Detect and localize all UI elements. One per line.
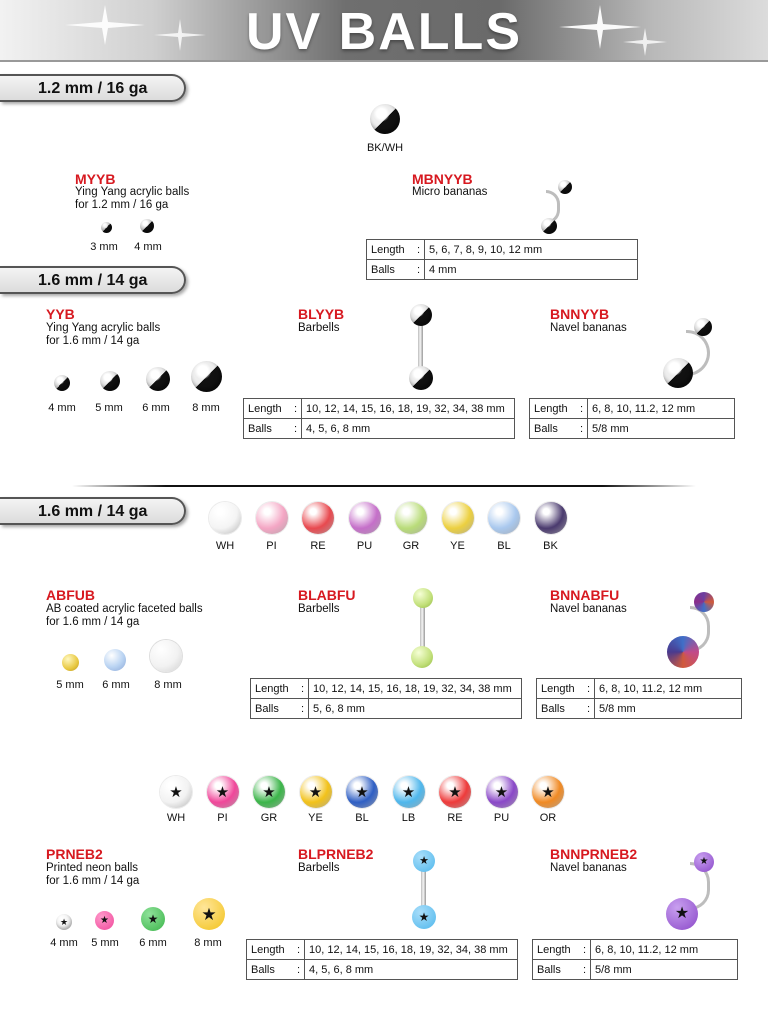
size-label: 8 mm bbox=[154, 679, 182, 691]
length-key: Length bbox=[541, 682, 575, 695]
star-ball: ★ bbox=[412, 905, 436, 929]
product-desc: Barbells bbox=[298, 862, 340, 874]
star-ball: ★ bbox=[413, 850, 435, 872]
color-swatch-ball: ★ bbox=[439, 776, 471, 808]
color-swatch-ball: ★ bbox=[486, 776, 518, 808]
length-value: 10, 12, 14, 15, 16, 18, 19, 32, 34, 38 mm bbox=[302, 399, 515, 419]
star-ball: ★ bbox=[193, 898, 225, 930]
spec-table: Length : 6, 8, 10, 11.2, 12 mm Balls : 5/8 mm bbox=[532, 939, 738, 980]
product-desc: Navel bananas bbox=[550, 603, 627, 615]
size-label: 4 mm bbox=[134, 241, 162, 253]
page-header bbox=[0, 0, 768, 60]
product-code: BNNYYB bbox=[550, 306, 610, 322]
spec-table: Length : 6, 8, 10, 11.2, 12 mm Balls : 5/8 mm bbox=[536, 678, 742, 719]
star-ball: ★ bbox=[141, 907, 165, 931]
product-desc: AB coated acrylic faceted balls bbox=[46, 603, 203, 615]
size-label: 6 mm bbox=[139, 937, 167, 949]
tab-label: 1.6 mm / 14 ga bbox=[38, 503, 148, 520]
color-code-label: PU bbox=[493, 812, 510, 824]
star-ball: ★ bbox=[95, 911, 114, 930]
balls-value: 4, 5, 6, 8 mm bbox=[302, 419, 515, 439]
balls-key: Balls bbox=[534, 422, 558, 435]
faceted-ball bbox=[62, 654, 79, 671]
color-swatch-ball: ★ bbox=[207, 776, 239, 808]
length-key: Length bbox=[371, 243, 405, 256]
balls-value: 5, 6, 8 mm bbox=[309, 699, 522, 719]
length-value: 10, 12, 14, 15, 16, 18, 19, 32, 34, 38 mm bbox=[305, 940, 518, 960]
color-code-label: LB bbox=[401, 812, 416, 824]
product-desc: Navel bananas bbox=[550, 322, 627, 334]
section-tab-2 bbox=[0, 266, 186, 294]
balls-key: Balls bbox=[255, 702, 279, 715]
spec-table: Length : 10, 12, 14, 15, 16, 18, 19, 32, 34, 38 mm Balls : 4, 5, 6, 8 mm bbox=[243, 398, 515, 439]
yin-yang-ball bbox=[558, 180, 572, 194]
size-label: 3 mm bbox=[90, 241, 118, 253]
length-key: Length bbox=[537, 943, 571, 956]
size-label: 8 mm bbox=[192, 402, 220, 414]
product-desc: Navel bananas bbox=[550, 862, 627, 874]
length-value: 6, 8, 10, 11.2, 12 mm bbox=[591, 940, 738, 960]
yin-yang-ball bbox=[409, 366, 433, 390]
color-swatch-ball: ★ bbox=[160, 776, 192, 808]
faceted-ball bbox=[694, 592, 714, 612]
color-swatch-ball: ★ bbox=[300, 776, 332, 808]
size-label: 6 mm bbox=[142, 402, 170, 414]
color-code-label: GR bbox=[260, 812, 278, 824]
yin-yang-ball bbox=[541, 218, 557, 234]
tab-label: 1.6 mm / 14 ga bbox=[38, 272, 148, 289]
size-label: 5 mm bbox=[95, 402, 123, 414]
yin-yang-ball bbox=[100, 371, 120, 391]
color-swatch-ball bbox=[256, 502, 288, 534]
length-value: 5, 6, 7, 8, 9, 10, 12 mm bbox=[425, 240, 638, 260]
size-label: 5 mm bbox=[91, 937, 119, 949]
color-code-label: OR bbox=[539, 812, 557, 824]
size-label: 6 mm bbox=[102, 679, 130, 691]
page-title: UV BALLS bbox=[246, 3, 522, 60]
balls-key: Balls bbox=[248, 422, 272, 435]
yin-yang-ball bbox=[694, 318, 712, 336]
color-swatch-ball bbox=[349, 502, 381, 534]
product-code: BLYYB bbox=[298, 306, 345, 322]
color-code-label: WH bbox=[215, 540, 235, 552]
color-code-label: PI bbox=[266, 540, 277, 552]
color-swatch-ball bbox=[535, 502, 567, 534]
product-code: BLPRNEB2 bbox=[298, 846, 374, 862]
balls-value: 5/8 mm bbox=[595, 699, 742, 719]
color-code-label: RE bbox=[447, 812, 463, 824]
size-label: 5 mm bbox=[56, 679, 84, 691]
tab-label: 1.2 mm / 16 ga bbox=[38, 80, 148, 97]
star-ball: ★ bbox=[56, 914, 72, 930]
length-key: Length bbox=[248, 402, 282, 415]
balls-key: Balls bbox=[371, 263, 395, 276]
color-swatch-ball bbox=[302, 502, 334, 534]
color-code-label: PU bbox=[356, 540, 373, 552]
color-code-label: BL bbox=[355, 812, 369, 824]
product-code: BLABFU bbox=[298, 587, 356, 603]
section-tab-1 bbox=[0, 74, 186, 102]
product-desc: Ying Yang acrylic balls bbox=[75, 186, 190, 198]
length-key: Length bbox=[255, 682, 289, 695]
color-swatch-ball bbox=[442, 502, 474, 534]
color-code-label: BK bbox=[543, 540, 558, 552]
color-swatch-ball bbox=[395, 502, 427, 534]
product-desc: for 1.6 mm / 14 ga bbox=[46, 335, 140, 347]
product-code: MBNYYB bbox=[412, 171, 473, 187]
product-desc: Micro bananas bbox=[412, 186, 488, 198]
product-desc: Ying Yang acrylic balls bbox=[46, 322, 161, 334]
product-desc: Barbells bbox=[298, 322, 340, 334]
size-label: 4 mm bbox=[50, 937, 78, 949]
yin-yang-ball bbox=[146, 367, 170, 391]
balls-key: Balls bbox=[537, 963, 561, 976]
faceted-ball bbox=[104, 649, 126, 671]
product-desc: Barbells bbox=[298, 603, 340, 615]
yin-yang-ball bbox=[140, 219, 154, 233]
length-value: 10, 12, 14, 15, 16, 18, 19, 32, 34, 38 mm bbox=[309, 679, 522, 699]
length-value: 6, 8, 10, 11.2, 12 mm bbox=[588, 399, 735, 419]
color-code-label: YE bbox=[308, 812, 323, 824]
spec-table: Length : 5, 6, 7, 8, 9, 10, 12 mm Balls : 4 mm bbox=[366, 239, 638, 280]
balls-value: 5/8 mm bbox=[588, 419, 735, 439]
color-code-label: WH bbox=[166, 812, 186, 824]
balls-value: 4 mm bbox=[425, 260, 638, 280]
length-key: Length bbox=[534, 402, 568, 415]
product-code: MYYB bbox=[75, 171, 116, 187]
yin-yang-ball bbox=[410, 304, 432, 326]
star-ball: ★ bbox=[694, 852, 714, 872]
yin-yang-ball bbox=[191, 361, 222, 392]
balls-value: 5/8 mm bbox=[591, 960, 738, 980]
product-desc: for 1.2 mm / 16 ga bbox=[75, 199, 169, 211]
faceted-ball bbox=[667, 636, 699, 668]
product-desc: Printed neon balls bbox=[46, 862, 139, 874]
product-desc: for 1.6 mm / 14 ga bbox=[46, 616, 140, 628]
color-code-label: GR bbox=[402, 540, 420, 552]
header-rule bbox=[0, 60, 768, 62]
faceted-ball bbox=[413, 588, 433, 608]
product-code: BNNABFU bbox=[550, 587, 620, 603]
length-key: Length bbox=[251, 943, 285, 956]
spec-table: Length : 6, 8, 10, 11.2, 12 mm Balls : 5/8 mm bbox=[529, 398, 735, 439]
color-code-label: PI bbox=[217, 812, 228, 824]
product-code: YYB bbox=[46, 306, 75, 322]
yin-yang-ball bbox=[370, 104, 400, 134]
color-swatch-ball bbox=[209, 502, 241, 534]
color-code-label: YE bbox=[450, 540, 465, 552]
spec-table: Length : 10, 12, 14, 15, 16, 18, 19, 32, 34, 38 mm Balls : 4, 5, 6, 8 mm bbox=[246, 939, 518, 980]
faceted-ball bbox=[411, 646, 433, 668]
swatch-label: BK/WH bbox=[366, 142, 404, 154]
size-label: 8 mm bbox=[194, 937, 222, 949]
product-code: ABFUB bbox=[46, 587, 95, 603]
section-divider bbox=[72, 485, 696, 487]
balls-value: 4, 5, 6, 8 mm bbox=[305, 960, 518, 980]
balls-key: Balls bbox=[541, 702, 565, 715]
color-code-label: RE bbox=[310, 540, 326, 552]
product-desc: for 1.6 mm / 14 ga bbox=[46, 875, 140, 887]
balls-key: Balls bbox=[251, 963, 275, 976]
yin-yang-ball bbox=[101, 222, 112, 233]
yin-yang-ball bbox=[663, 358, 693, 388]
color-swatch-ball: ★ bbox=[532, 776, 564, 808]
color-swatch-ball: ★ bbox=[253, 776, 285, 808]
color-swatch-ball: ★ bbox=[346, 776, 378, 808]
spec-table: Length : 10, 12, 14, 15, 16, 18, 19, 32, 34, 38 mm Balls : 5, 6, 8 mm bbox=[250, 678, 522, 719]
color-swatch-ball bbox=[488, 502, 520, 534]
section-tab-3 bbox=[0, 497, 186, 525]
size-label: 4 mm bbox=[48, 402, 76, 414]
yin-yang-ball bbox=[54, 375, 70, 391]
faceted-ball bbox=[150, 640, 182, 672]
length-value: 6, 8, 10, 11.2, 12 mm bbox=[595, 679, 742, 699]
product-code: PRNEB2 bbox=[46, 846, 103, 862]
star-ball: ★ bbox=[666, 898, 698, 930]
product-code: BNNPRNEB2 bbox=[550, 846, 638, 862]
color-code-label: BL bbox=[497, 540, 511, 552]
color-swatch-ball: ★ bbox=[393, 776, 425, 808]
